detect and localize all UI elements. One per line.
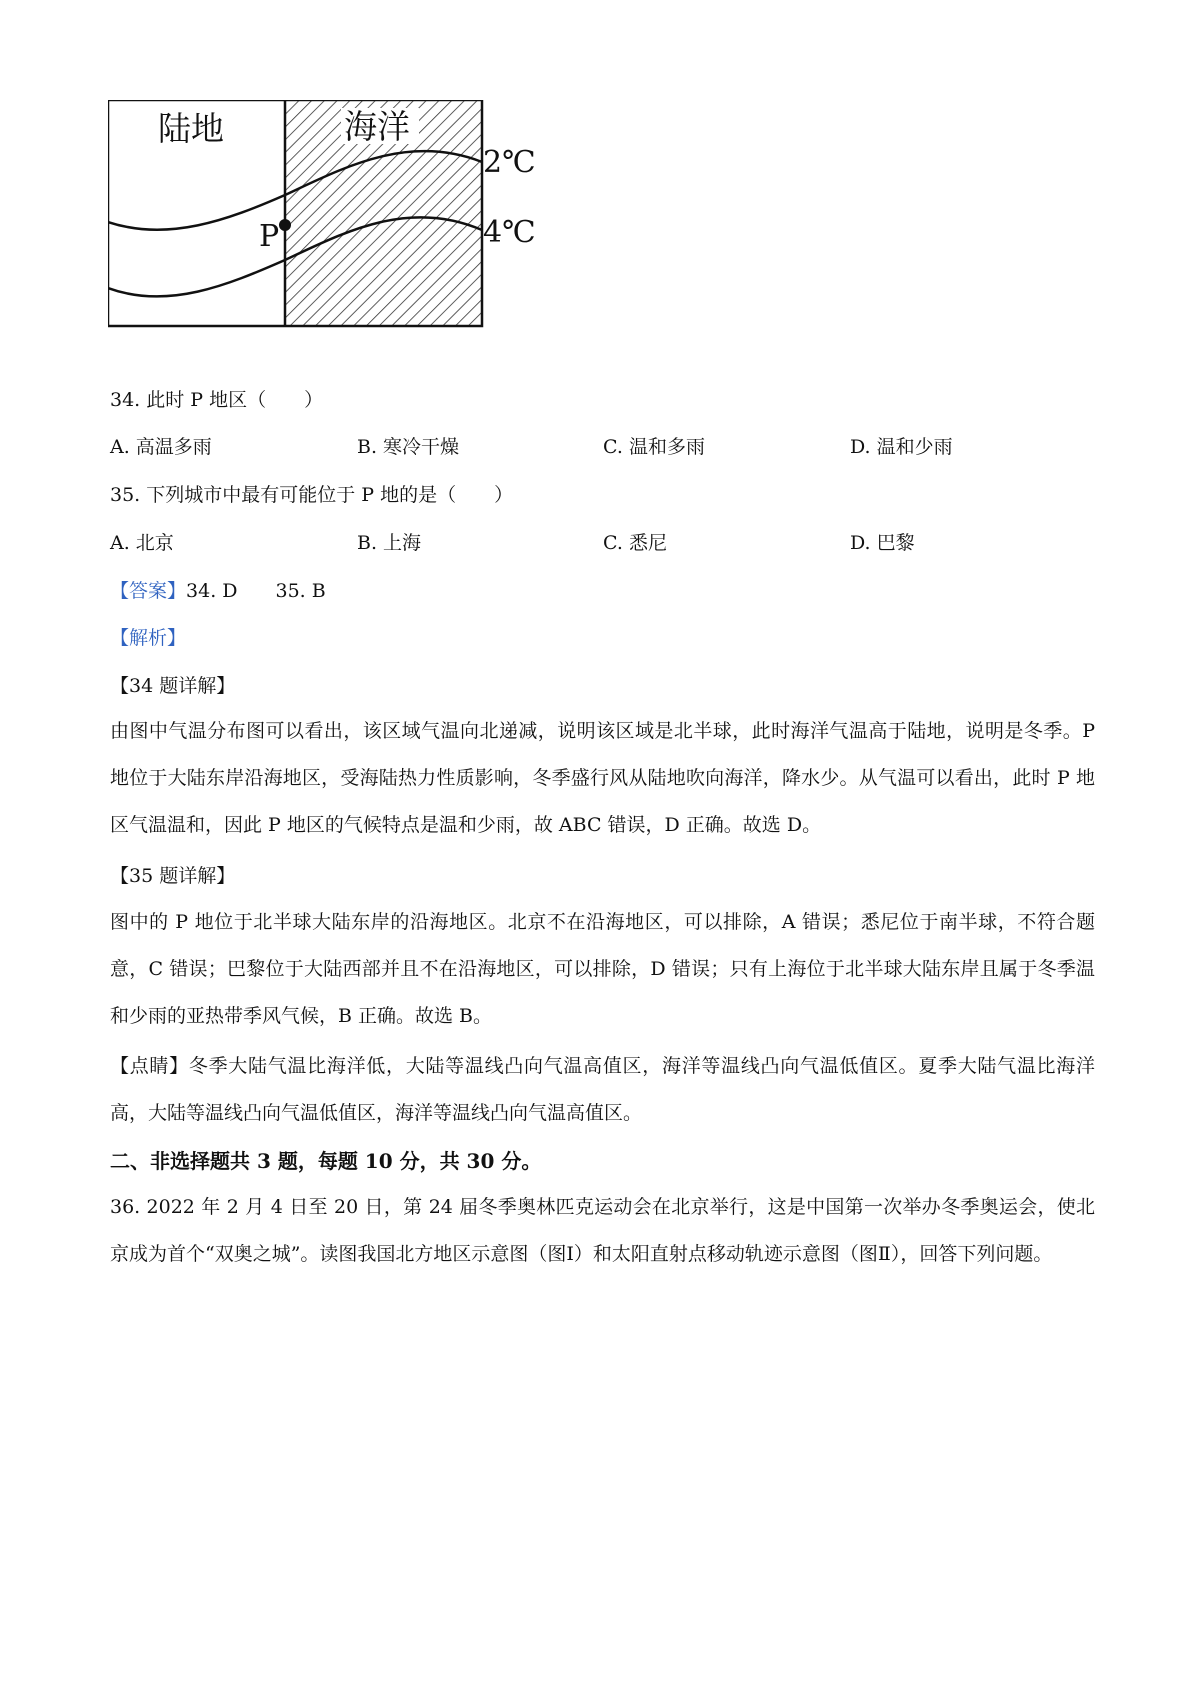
q34-option-b[interactable]: B. 寒冷干燥 [357, 436, 460, 458]
tip-tag: 【点睛】 [110, 1055, 189, 1077]
ocean-label: 海洋 [344, 107, 410, 146]
tip-paragraph [110, 1043, 1095, 1137]
q35-option-d[interactable]: D. 巴黎 [850, 532, 915, 554]
detail-35-title: 【35 题详解】 [110, 865, 236, 887]
detail-35-text: 图中的 P 地位于北半球大陆东岸的沿海地区。北京不在沿海地区，可以排除，A 错误；悉尼位于南半球，不符合题意，C 错误；巴黎位于大陆西部并且不在沿海地区，可以排除，D 错误；只有上海位于北半球大陆东岸且属于冬季温和少雨的亚热带季风气候，B 正确。故选 B。 [110, 911, 1095, 1027]
q35-option-b[interactable]: B. 上海 [357, 532, 422, 554]
answer-tag: 【答案】 [110, 580, 187, 602]
tip-text: 冬季大陆气温比海洋低，大陆等温线凸向气温高值区，海洋等温线凸向气温低值区。夏季大陆气温比海洋高，大陆等温线凸向气温低值区，海洋等温线凸向气温高值区。 [110, 1055, 1095, 1124]
point-p-marker [279, 219, 291, 231]
q35-option-a[interactable]: A. 北京 [110, 532, 174, 554]
isotherm-diagram [108, 100, 578, 360]
q34-option-c[interactable]: C. 温和多雨 [603, 436, 705, 458]
detail-34-text: 由图中气温分布图可以看出，该区域气温向北递减，说明该区域是北半球，此时海洋气温高于陆地，说明是冬季。P 地位于大陆东岸沿海地区，受海陆热力性质影响，冬季盛行风从陆地吹向海洋，降水少。从气温可以看出，此时 P 地区气温温和，因此 P 地区的气候特点是温和少雨，故 ABC 错误，D 正确。故选 D。 [110, 720, 1095, 836]
land-label: 陆地 [158, 109, 224, 148]
isotherm-label-2c: 2℃ [483, 145, 536, 180]
answer-text: 34. D 35. B [186, 580, 326, 602]
q34-option-d[interactable]: D. 温和少雨 [850, 436, 953, 458]
analysis-tag: 【解析】 [110, 627, 187, 649]
detail-34-title: 【34 题详解】 [110, 675, 236, 697]
q34-option-a[interactable]: A. 高温多雨 [110, 436, 212, 458]
question-35-stem: 35. 下列城市中最有可能位于 P 地的是（ ） [110, 484, 514, 506]
question-36-text: 36. 2022 年 2 月 4 日至 20 日，第 24 届冬季奥林匹克运动会在北京举行，这是中国第一次举办冬季奥运会，使北京成为首个“双奥之城”。读图我国北方地区示意图（图Ⅰ）和太阳直射点移动轨迹示意图（图Ⅱ），回答下列问题。 [110, 1196, 1095, 1265]
q35-option-c[interactable]: C. 悉尼 [603, 532, 667, 554]
point-p-label: P [259, 219, 280, 254]
isotherm-label-4c: 4℃ [483, 215, 536, 250]
answer-line [110, 578, 326, 604]
question-34-stem: 34. 此时 P 地区（ ） [110, 389, 324, 411]
section-2-heading: 二、非选择题共 3 题，每题 10 分，共 30 分。 [110, 1149, 542, 1173]
